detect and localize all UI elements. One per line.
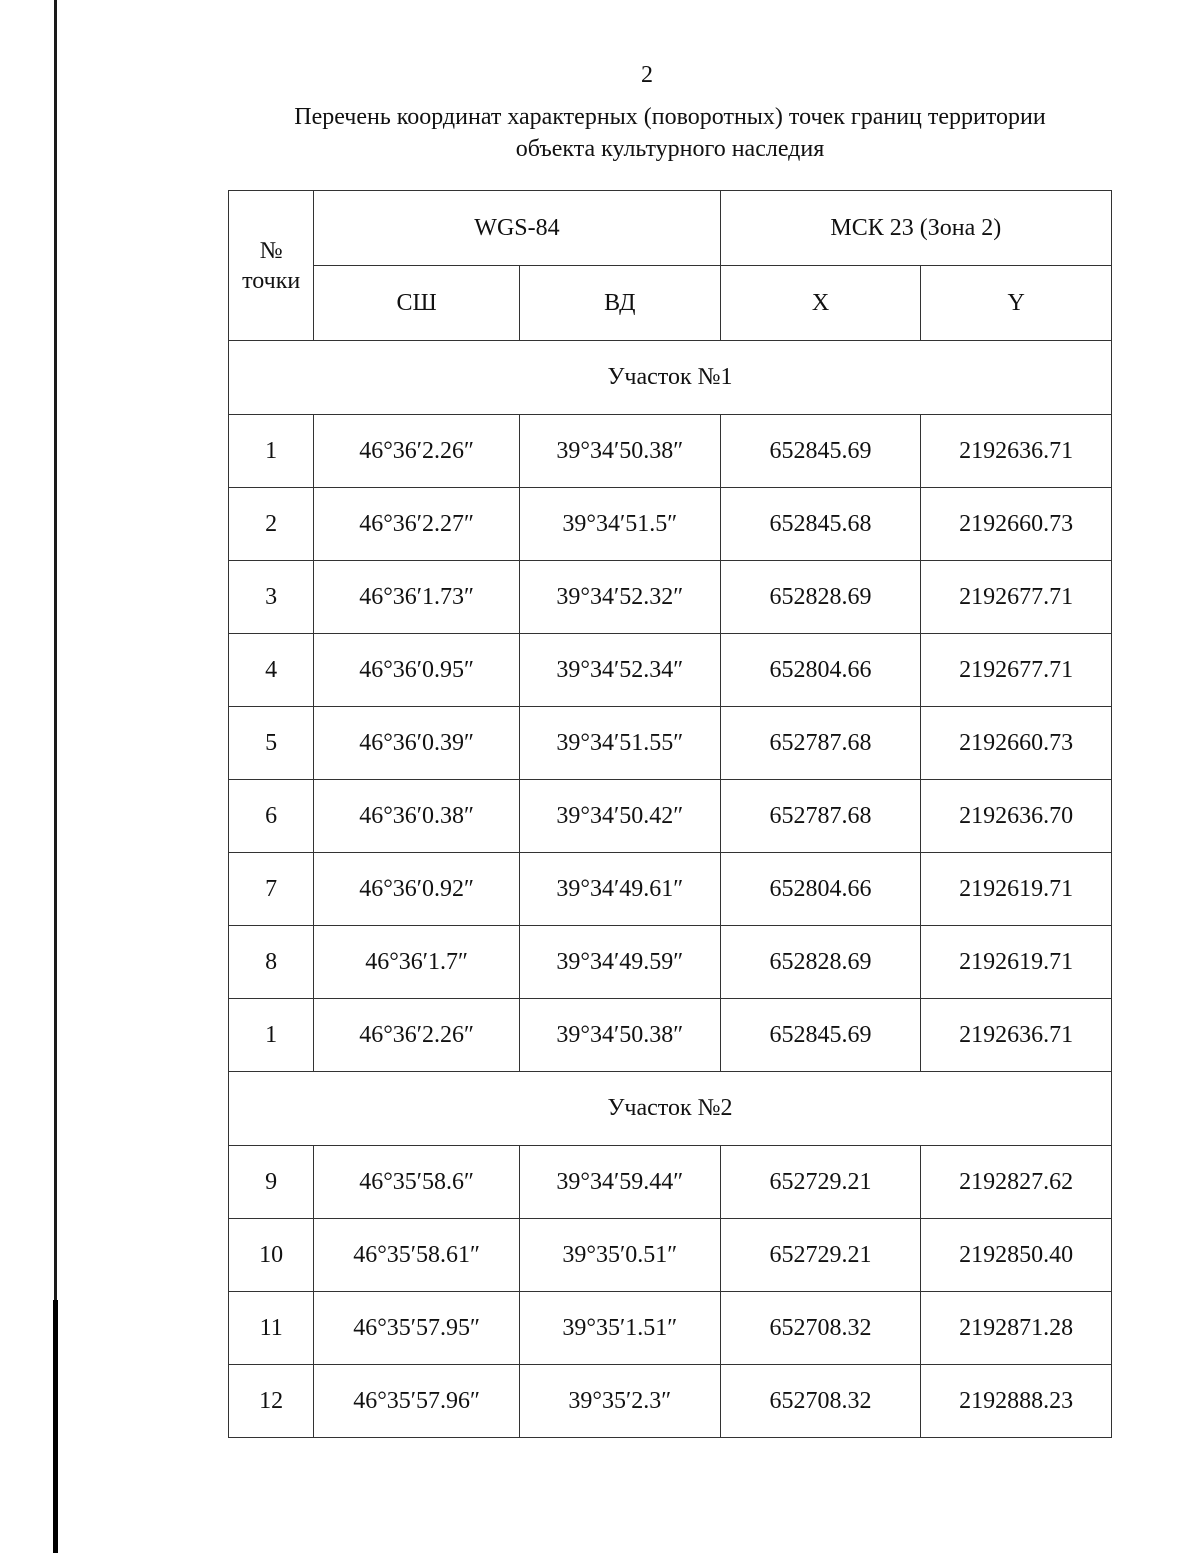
- cell-longitude: 39°34′49.61″: [519, 853, 720, 926]
- cell-longitude: 39°35′1.51″: [519, 1292, 720, 1365]
- cell-latitude: 46°36′2.27″: [314, 488, 520, 561]
- cell-point-number: 7: [229, 853, 314, 926]
- table-row: [229, 780, 1112, 853]
- cell-y: 2192660.73: [921, 707, 1112, 780]
- table-row: [229, 853, 1112, 926]
- cell-latitude: 46°36′2.26″: [314, 999, 520, 1072]
- cell-point-number: 12: [229, 1365, 314, 1438]
- section-row: [229, 341, 1112, 415]
- cell-longitude: 39°34′50.42″: [519, 780, 720, 853]
- document-title-line-1: Перечень координат характерных (поворотных) точек границ территории: [294, 104, 1046, 130]
- cell-longitude: 39°34′50.38″: [519, 999, 720, 1072]
- cell-latitude: 46°36′0.39″: [314, 707, 520, 780]
- cell-x: 652828.69: [720, 926, 921, 999]
- cell-point-number: 4: [229, 634, 314, 707]
- document-title-line-2: объекта культурного наследия: [515, 136, 825, 162]
- cell-x: 652804.66: [720, 853, 921, 926]
- cell-y: 2192677.71: [921, 634, 1112, 707]
- cell-latitude: 46°36′1.73″: [314, 561, 520, 634]
- section-title: Участок №2: [229, 1072, 1112, 1146]
- document-title: [229, 101, 1111, 165]
- header-group-msk23: МСК 23 (Зона 2): [720, 191, 1111, 266]
- header-point-number: [229, 191, 314, 341]
- table-row: [229, 634, 1112, 707]
- cell-y: 2192636.71: [921, 415, 1112, 488]
- cell-longitude: 39°34′52.34″: [519, 634, 720, 707]
- cell-latitude: 46°36′2.26″: [314, 415, 520, 488]
- coordinates-table: [228, 190, 1112, 1438]
- cell-latitude: 46°35′57.96″: [314, 1365, 520, 1438]
- table-row: [229, 1292, 1112, 1365]
- table-header-row-columns: [229, 266, 1112, 341]
- cell-point-number: 1: [229, 415, 314, 488]
- cell-x: 652729.21: [720, 1146, 921, 1219]
- cell-x: 652845.69: [720, 999, 921, 1072]
- cell-longitude: 39°34′51.55″: [519, 707, 720, 780]
- cell-x: 652845.69: [720, 415, 921, 488]
- cell-y: 2192636.70: [921, 780, 1112, 853]
- table-row: [229, 415, 1112, 488]
- section-title: Участок №1: [229, 341, 1112, 415]
- table-row: [229, 926, 1112, 999]
- cell-latitude: 46°35′58.6″: [314, 1146, 520, 1219]
- cell-point-number: 1: [229, 999, 314, 1072]
- header-latitude: СШ: [314, 266, 520, 341]
- header-group-wgs84: WGS-84: [314, 191, 720, 266]
- header-x: X: [720, 266, 921, 341]
- cell-x: 652804.66: [720, 634, 921, 707]
- table-row: [229, 999, 1112, 1072]
- cell-x: 652708.32: [720, 1292, 921, 1365]
- cell-latitude: 46°36′0.92″: [314, 853, 520, 926]
- cell-y: 2192660.73: [921, 488, 1112, 561]
- table-row: [229, 1146, 1112, 1219]
- cell-y: 2192827.62: [921, 1146, 1112, 1219]
- cell-longitude: 39°34′51.5″: [519, 488, 720, 561]
- table-header-row-groups: [229, 191, 1112, 266]
- cell-point-number: 5: [229, 707, 314, 780]
- cell-longitude: 39°34′52.32″: [519, 561, 720, 634]
- cell-x: 652708.32: [720, 1365, 921, 1438]
- cell-point-number: 10: [229, 1219, 314, 1292]
- cell-y: 2192619.71: [921, 853, 1112, 926]
- scan-left-edge-shadow: [53, 1300, 58, 1553]
- cell-point-number: 3: [229, 561, 314, 634]
- cell-y: 2192677.71: [921, 561, 1112, 634]
- header-point-number-label: точки: [242, 267, 301, 294]
- table-row: [229, 561, 1112, 634]
- cell-x: 652787.68: [720, 780, 921, 853]
- cell-y: 2192850.40: [921, 1219, 1112, 1292]
- section-row: [229, 1072, 1112, 1146]
- cell-longitude: 39°35′0.51″: [519, 1219, 720, 1292]
- cell-point-number: 8: [229, 926, 314, 999]
- cell-longitude: 39°34′50.38″: [519, 415, 720, 488]
- cell-y: 2192888.23: [921, 1365, 1112, 1438]
- cell-point-number: 2: [229, 488, 314, 561]
- cell-longitude: 39°34′49.59″: [519, 926, 720, 999]
- table-row: [229, 488, 1112, 561]
- cell-point-number: 6: [229, 780, 314, 853]
- cell-x: 652845.68: [720, 488, 921, 561]
- cell-latitude: 46°35′57.95″: [314, 1292, 520, 1365]
- cell-latitude: 46°35′58.61″: [314, 1219, 520, 1292]
- cell-latitude: 46°36′1.7″: [314, 926, 520, 999]
- cell-y: 2192619.71: [921, 926, 1112, 999]
- cell-y: 2192871.28: [921, 1292, 1112, 1365]
- table-row: [229, 1365, 1112, 1438]
- header-point-number-sign: №: [259, 237, 283, 264]
- cell-y: 2192636.71: [921, 999, 1112, 1072]
- cell-x: 652787.68: [720, 707, 921, 780]
- cell-point-number: 11: [229, 1292, 314, 1365]
- cell-latitude: 46°36′0.95″: [314, 634, 520, 707]
- cell-longitude: 39°35′2.3″: [519, 1365, 720, 1438]
- cell-longitude: 39°34′59.44″: [519, 1146, 720, 1219]
- table-row: [229, 707, 1112, 780]
- page-number: 2: [641, 62, 653, 88]
- header-longitude: ВД: [519, 266, 720, 341]
- cell-point-number: 9: [229, 1146, 314, 1219]
- table-body: [229, 341, 1112, 1438]
- header-y: Y: [921, 266, 1112, 341]
- table-row: [229, 1219, 1112, 1292]
- cell-latitude: 46°36′0.38″: [314, 780, 520, 853]
- cell-x: 652828.69: [720, 561, 921, 634]
- cell-x: 652729.21: [720, 1219, 921, 1292]
